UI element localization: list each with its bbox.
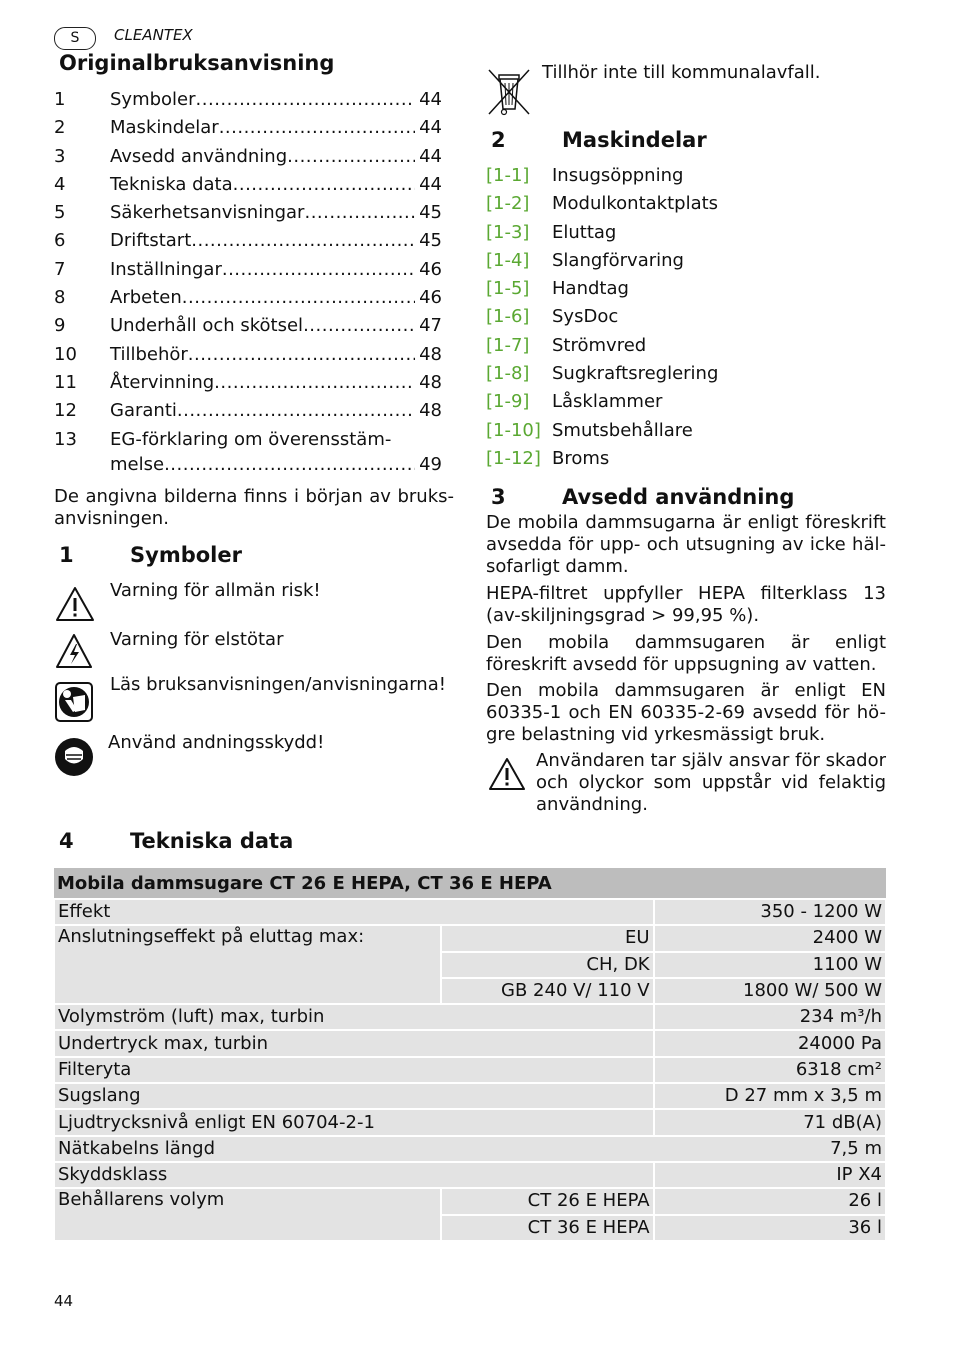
toc-leader xyxy=(222,256,415,284)
part-ref: [1-4] xyxy=(486,249,530,271)
usage-paragraph: Den mobila dammsugaren är enligt föreskrift avsedd för uppsugning av vatten. xyxy=(486,632,886,675)
toc-page: 44 xyxy=(419,145,442,167)
table-row xyxy=(54,1162,886,1188)
list-item xyxy=(486,247,718,275)
usage-paragraph: Den mobila dammsugaren är enligt EN 60335-1 och EN 60335-2-69 avsedd för hö-gre belastning vid yrkesmässigt bruk. xyxy=(486,680,886,745)
table-row xyxy=(54,1136,886,1162)
toc-number: 10 xyxy=(54,343,77,365)
spec-label-cell xyxy=(54,1136,886,1162)
table-row xyxy=(54,1004,886,1030)
toc-number: 11 xyxy=(54,371,77,393)
spec-value: 2400 W xyxy=(654,925,886,951)
part-ref: [1-12] xyxy=(486,447,541,469)
toc-row xyxy=(54,171,442,199)
part-label: SysDoc xyxy=(552,306,619,328)
symbol-text: Varning för allmän risk! xyxy=(110,580,321,601)
table-of-contents xyxy=(54,86,442,476)
parts-list xyxy=(486,162,718,473)
toc-leader xyxy=(177,397,415,425)
toc-page: 49 xyxy=(419,453,442,475)
toc-label: Symboler xyxy=(110,89,196,110)
toc-number: 9 xyxy=(54,315,66,337)
list-item xyxy=(486,360,718,388)
toc-page: 44 xyxy=(419,173,442,195)
toc-number: 13 xyxy=(54,428,77,450)
list-item xyxy=(486,303,718,331)
list-item xyxy=(486,417,718,445)
spec-value: IP X4 xyxy=(654,1162,886,1188)
spec-sub: CT 36 E HEPA xyxy=(441,1215,653,1241)
toc-page: 48 xyxy=(419,400,442,422)
warning-triangle-icon xyxy=(55,586,95,622)
toc-row xyxy=(54,199,442,227)
spec-label: Sugslang xyxy=(54,1083,654,1109)
spec-value: 1800 W/ 500 W xyxy=(654,978,886,1004)
symbol-text: Använd andningsskydd! xyxy=(108,732,325,753)
table-row xyxy=(54,925,886,951)
toc-page: 48 xyxy=(419,343,442,365)
spec-value: 26 l xyxy=(654,1188,886,1214)
toc-page: 45 xyxy=(419,202,442,224)
toc-number: 12 xyxy=(54,400,77,422)
language-badge: S xyxy=(54,27,96,50)
list-item xyxy=(486,190,718,218)
usage-paragraph: HEPA-filtret uppfyller HEPA filterklass 13 (av-skiljningsgrad > 99,95 %). xyxy=(486,583,886,626)
table-title: Mobila dammsugare CT 26 E HEPA, CT 36 E HEPA xyxy=(54,868,886,899)
table-row xyxy=(54,899,886,925)
toc-row xyxy=(54,397,442,425)
warning-triangle-icon xyxy=(488,757,526,791)
toc-label: EG-förklaring om överensstäm- xyxy=(110,428,392,450)
spec-value: 24000 Pa xyxy=(654,1030,886,1056)
table-row xyxy=(54,1188,886,1214)
spec-label: Undertryck max, turbin xyxy=(54,1030,654,1056)
toc-page: 46 xyxy=(419,258,442,280)
crossed-bin-icon xyxy=(486,67,532,117)
toc-row xyxy=(54,114,442,142)
toc-number: 3 xyxy=(54,145,66,167)
read-manual-icon xyxy=(55,682,93,722)
part-label: Eluttag xyxy=(552,221,617,243)
list-item xyxy=(486,219,718,247)
toc-label: Tillbehör xyxy=(110,343,188,365)
toc-label: Inställningar xyxy=(110,258,222,280)
spec-value: 7,5 m xyxy=(830,1137,882,1159)
usage-paragraph: De mobila dammsugarna är enligt föreskrift avsedda för upp- och utsugning av icke häl-sofarligt damm. xyxy=(486,512,886,577)
usage-warning: Användaren tar själv ansvar för skador och olyckor som uppstår vid felaktig användning. xyxy=(536,750,886,815)
spec-label: Nätkabelns längd xyxy=(58,1137,215,1159)
toc-row xyxy=(54,284,442,312)
toc-page: 47 xyxy=(419,315,442,337)
part-ref: [1-3] xyxy=(486,221,530,243)
toc-leader xyxy=(188,341,415,369)
toc-label: melse xyxy=(110,453,165,475)
section-heading: 2 Maskindelar xyxy=(491,128,707,152)
part-ref: [1-5] xyxy=(486,278,530,300)
toc-row xyxy=(54,256,442,284)
spec-sub: CT 26 E HEPA xyxy=(441,1188,653,1214)
spec-label: Behållarens volym xyxy=(54,1188,441,1241)
part-ref: [1-7] xyxy=(486,334,530,356)
part-ref: [1-8] xyxy=(486,363,530,385)
section-heading: 1 Symboler xyxy=(59,543,242,567)
toc-label: Arbeten xyxy=(110,287,182,309)
images-note: De angivna bilderna finns i början av bruks-anvisningen. xyxy=(54,486,454,529)
table-row xyxy=(54,1030,886,1056)
toc-number: 8 xyxy=(54,287,66,309)
spec-value: 36 l xyxy=(654,1215,886,1241)
toc-number: 6 xyxy=(54,230,66,252)
toc-page: 44 xyxy=(419,117,442,139)
toc-row xyxy=(54,143,442,171)
toc-row xyxy=(54,369,442,397)
toc-leader xyxy=(182,284,415,312)
part-label: Låsklammer xyxy=(552,391,663,413)
toc-label: Driftstart xyxy=(110,230,192,252)
spec-sub: EU xyxy=(441,925,653,951)
spec-value: 71 dB(A) xyxy=(654,1109,886,1135)
spec-label: Skyddsklass xyxy=(54,1162,654,1188)
spec-label: Effekt xyxy=(54,899,654,925)
spec-value: 1100 W xyxy=(654,952,886,978)
table-row xyxy=(54,1109,886,1135)
toc-leader xyxy=(214,369,415,397)
toc-number: 5 xyxy=(54,202,66,224)
toc-label: Tekniska data xyxy=(110,173,233,195)
table-row xyxy=(54,1057,886,1083)
part-label: Broms xyxy=(552,447,610,469)
weee-text: Tillhör inte till kommunalavfall. xyxy=(542,62,821,83)
part-ref: [1-9] xyxy=(486,391,530,413)
part-label: Slangförvaring xyxy=(552,249,684,271)
list-item xyxy=(486,388,718,416)
toc-page: 46 xyxy=(419,287,442,309)
symbol-text: Läs bruksanvisningen/anvisningarna! xyxy=(110,674,446,695)
toc-leader xyxy=(164,454,415,476)
spec-value: 6318 cm² xyxy=(654,1057,886,1083)
toc-leader xyxy=(191,227,415,255)
toc-label: Säkerhetsanvisningar xyxy=(110,202,305,224)
toc-number: 1 xyxy=(54,89,66,110)
toc-leader xyxy=(304,199,415,227)
table-header-row xyxy=(54,868,886,899)
toc-number: 7 xyxy=(54,258,66,280)
toc-label: Avsedd användning xyxy=(110,145,288,167)
toc-leader xyxy=(219,114,415,142)
toc-label: Garanti xyxy=(110,400,177,422)
spec-value: D 27 mm x 3,5 m xyxy=(654,1083,886,1109)
toc-label: Återvinning xyxy=(110,371,215,393)
toc-leader xyxy=(233,171,415,199)
spec-label: Anslutningseffekt på eluttag max: xyxy=(54,925,441,1004)
toc-label: Underhåll och skötsel xyxy=(110,315,304,337)
toc-row xyxy=(54,341,442,369)
table-row xyxy=(54,1083,886,1109)
toc-row xyxy=(54,227,442,255)
spec-sub: CH, DK xyxy=(441,952,653,978)
part-label: Handtag xyxy=(552,278,629,300)
part-ref: [1-1] xyxy=(486,165,530,186)
part-label: Smutsbehållare xyxy=(552,419,693,441)
toc-page: 48 xyxy=(419,371,442,393)
toc-row xyxy=(54,426,442,454)
spec-label: Filteryta xyxy=(54,1057,654,1083)
part-label: Modulkontaktplats xyxy=(552,193,719,215)
toc-number: 4 xyxy=(54,173,66,195)
list-item xyxy=(486,275,718,303)
spec-label: Volymström (luft) max, turbin xyxy=(54,1004,654,1030)
spec-table xyxy=(53,868,887,1242)
section-heading: 3 Avsedd användning xyxy=(491,485,795,509)
part-label: Sugkraftsreglering xyxy=(552,363,719,385)
electric-shock-icon xyxy=(55,633,93,669)
toc-leader xyxy=(196,86,416,114)
respirator-icon xyxy=(54,737,94,777)
document-title: Originalbruksanvisning xyxy=(59,51,335,75)
list-item xyxy=(486,445,718,473)
toc-page: 45 xyxy=(419,230,442,252)
page-number: 44 xyxy=(54,1292,74,1310)
spec-value: 234 m³/h xyxy=(654,1004,886,1030)
part-label: Insugsöppning xyxy=(552,165,684,186)
list-item xyxy=(486,332,718,360)
part-ref: [1-6] xyxy=(486,306,530,328)
toc-number: 2 xyxy=(54,117,66,139)
part-label: Strömvred xyxy=(552,334,647,356)
toc-row xyxy=(54,86,442,114)
part-ref: [1-2] xyxy=(486,193,530,215)
section-heading: 4 Tekniska data xyxy=(59,829,294,853)
symbol-text: Varning för elstötar xyxy=(110,629,284,650)
spec-label: Ljudtrycksnivå enligt EN 60704-2-1 xyxy=(54,1109,654,1135)
spec-sub: GB 240 V/ 110 V xyxy=(441,978,653,1004)
toc-label: Maskindelar xyxy=(110,117,219,139)
spec-value: 350 - 1200 W xyxy=(654,899,886,925)
toc-row xyxy=(54,312,442,340)
toc-leader xyxy=(287,143,415,171)
brand-name: CLEANTEX xyxy=(114,26,193,44)
list-item xyxy=(486,162,718,190)
toc-page: 44 xyxy=(419,89,442,110)
part-ref: [1-10] xyxy=(486,419,541,441)
toc-leader xyxy=(303,312,415,340)
toc-row-continued xyxy=(54,454,442,476)
